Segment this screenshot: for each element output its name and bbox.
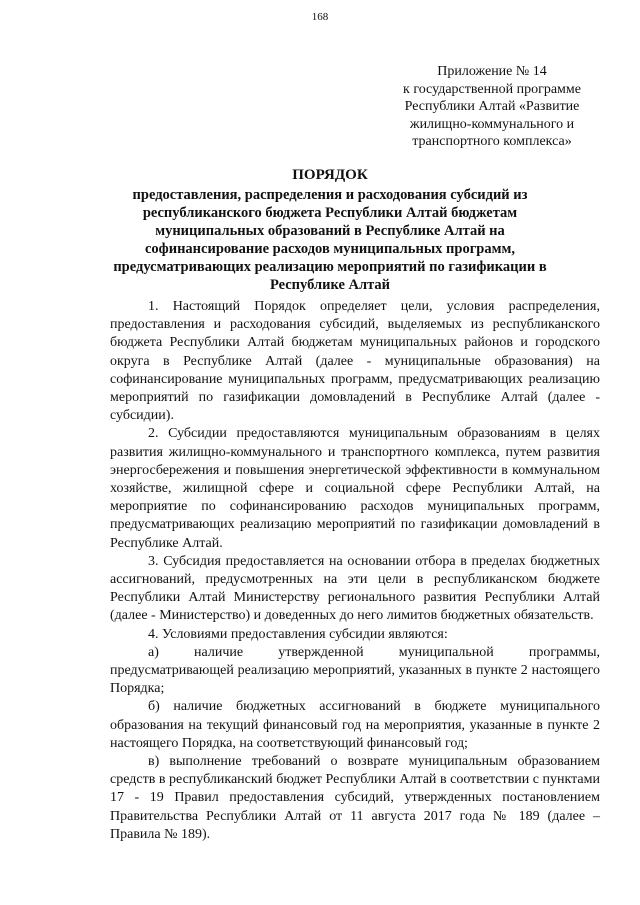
document-body	[110, 298, 600, 844]
document-title	[100, 166, 560, 294]
annex-line: транспортного комплекса»	[412, 134, 572, 149]
annex-line: Республики Алтай «Развитие	[404, 99, 580, 114]
paragraph-1: 1. Настоящий Порядок определяет цели, условия распределения, предоставления и расходования субсидий, выделяемых из республиканского бюджета Республики Алтай бюджетам муниципальных районов и городского округа в Республике Алтай (далее - муниципальные образования) на софинансирование муниципальных программ, предусматривающих реализацию мероприятий по газификации домовладений в Республике Алтай (далее - субсидии).	[110, 299, 600, 424]
annex-line: жилищно-коммунального и	[409, 116, 575, 132]
title-subtitle: предоставления, распределения и расходования субсидий из республиканского бюджета Республики Алтай бюджетам муниципальных образований в Республике Алтай на софинансирование расходов муниципальных программ, предусматривающих реализацию мероприятий по газификации в Республике Алтай	[113, 187, 547, 293]
paragraph-2: 2. Субсидии предоставляются муниципальным образованиям в целях развития жилищно-коммунального и транспортного комплекса, путем развития энергосбережения и повышения энергетической эффективности в коммунальном хозяйстве, жилищной сфере и социальной сфере Республики Алтай, на мероприятие по софинансированию расходов муниципальных программ, предусматривающих реализацию мероприятий по газификации домовладений в Республике Алтай.	[110, 426, 600, 551]
page-number: 168	[311, 11, 329, 23]
paragraph-4a: а) наличие утвержденной муниципальной программы, предусматривающей реализацию мероприятий, указанных в пункте 2 настоящего Порядка;	[110, 644, 600, 697]
paragraph-4: 4. Условиями предоставления субсидии являются:	[148, 626, 448, 642]
title-main: ПОРЯДОК	[292, 167, 368, 183]
annex-line: Приложение № 14	[437, 64, 547, 79]
paragraph-3: 3. Субсидия предоставляется на основании отбора в пределах бюджетных ассигнований, предусмотренных на эти цели в республиканском бюджете Республики Алтай Министерству регионального развития Республики Алтай (далее - Министерство) и доведенных до него лимитов бюджетных обязательств.	[110, 553, 600, 624]
annex-line: к государственной программе	[403, 81, 581, 97]
paragraph-4b: б) наличие бюджетных ассигнований в бюджете муниципального образования на текущий финансовый год на мероприятия, указанные в пункте 2 настоящего Порядка, на соответствующий финансовый год;	[110, 699, 600, 751]
paragraph-4c: в) выполнение требований о возврате муниципальным образованием средств в республиканский бюджет Республики Алтай в соответствии с пунктами 17 - 19 Правил предоставления субсидий, утвержденных постановлением Правительства Республики Алтай от 11 августа 2017 года № 189 (далее – Правила № 189).	[110, 754, 600, 842]
annex-header	[378, 63, 606, 151]
